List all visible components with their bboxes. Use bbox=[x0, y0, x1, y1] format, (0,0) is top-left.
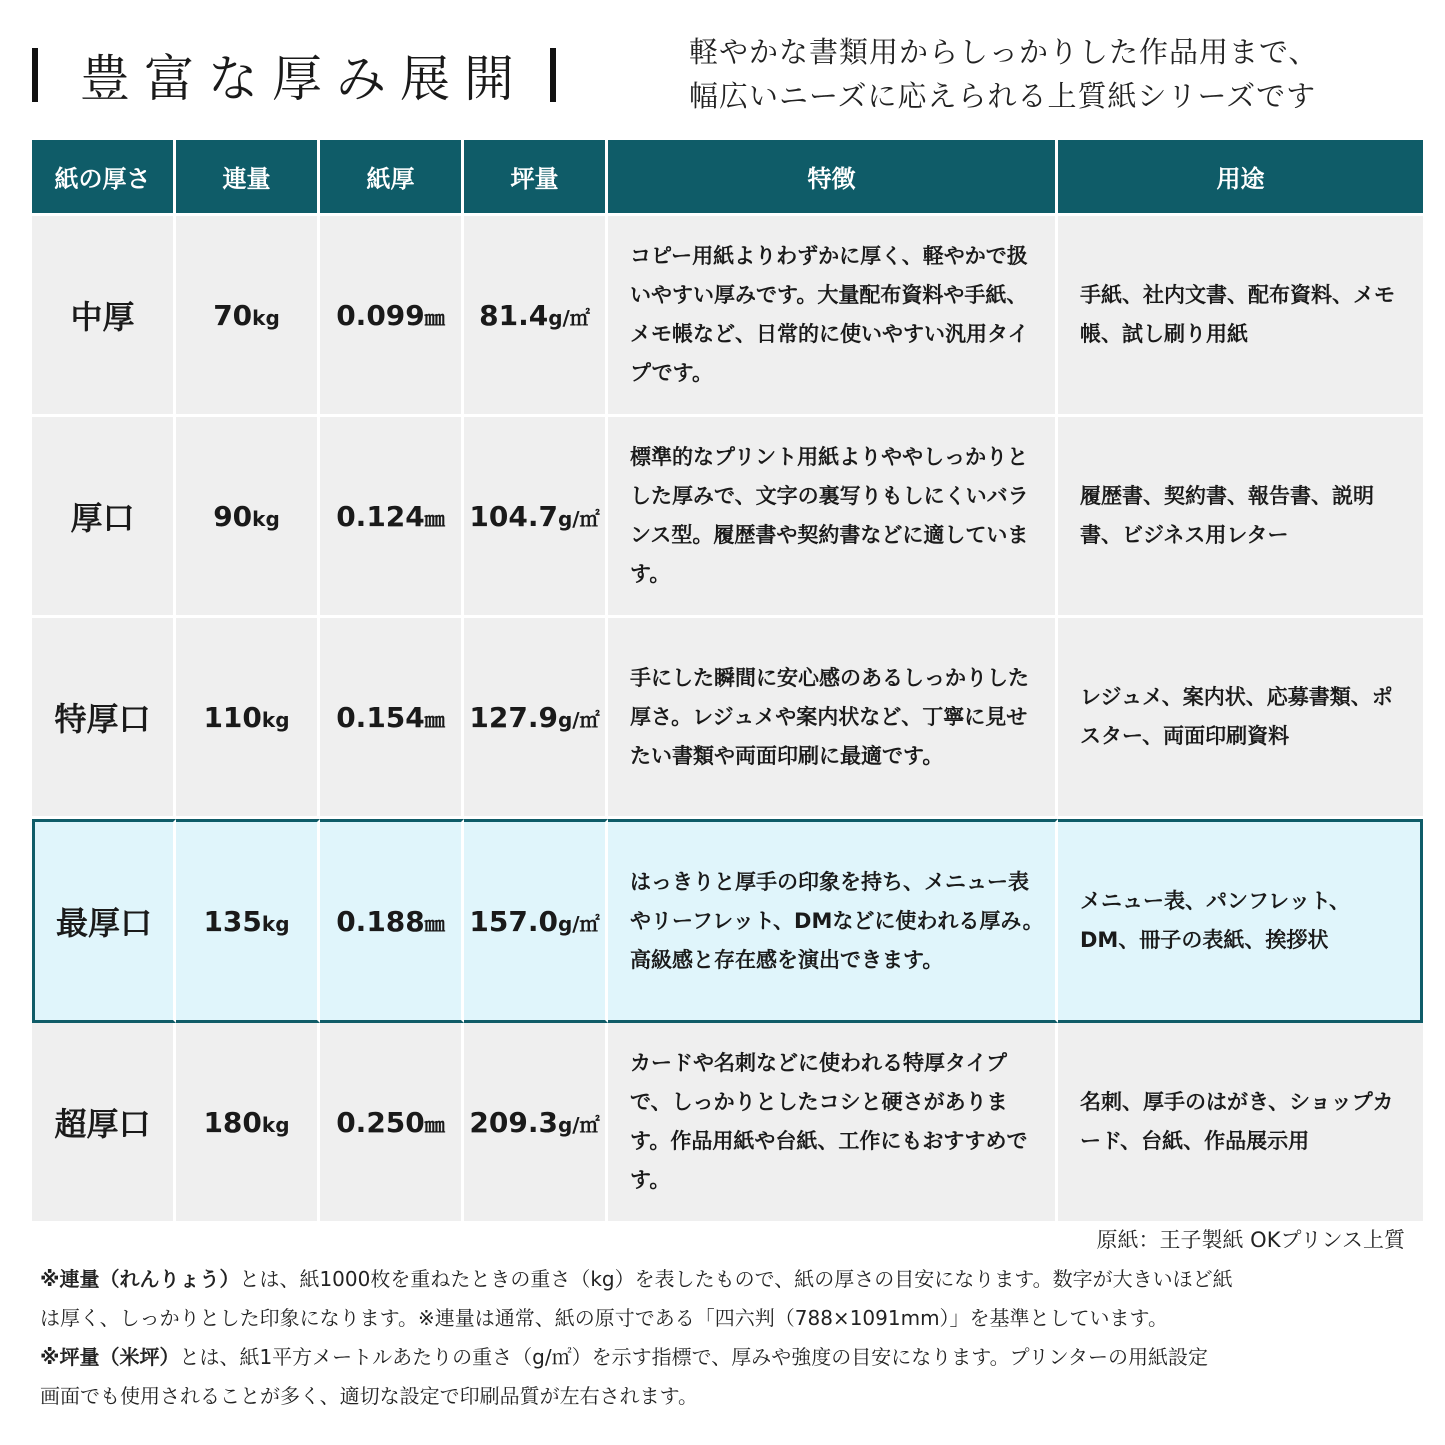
title-bar-left bbox=[32, 48, 38, 102]
footnotes bbox=[40, 1260, 1415, 1416]
paper-source-note: 原紙：王子製紙 OKプリンス上質 bbox=[1096, 1228, 1405, 1252]
paper-spec-table bbox=[32, 140, 1423, 1224]
header-usage: 用途 bbox=[1058, 140, 1423, 216]
weight-value: 90 bbox=[213, 499, 253, 533]
basis-weight-cell bbox=[464, 618, 608, 819]
feature-cell: コピー用紙よりわずかに厚く、軽やかで扱いやすい厚みです。大量配布資料や手紙、メモ帳など、日常的に使いやすい汎用タイプです。 bbox=[608, 216, 1058, 417]
table-row bbox=[32, 1023, 1423, 1224]
footnote-text: とは、紙1000枚を重ねたときの重さ（kg）を表したもので、紙の厚さの目安になります。数字が大きいほど紙 bbox=[239, 1267, 1233, 1291]
header-grade: 紙の厚さ bbox=[32, 140, 176, 216]
usage-cell: レジュメ、案内状、応募書類、ポスター、両面印刷資料 bbox=[1058, 618, 1423, 819]
weight-cell bbox=[176, 819, 320, 1023]
weight-value: 180 bbox=[203, 1105, 262, 1139]
header-thickness: 紙厚 bbox=[320, 140, 464, 216]
thickness-cell bbox=[320, 216, 464, 417]
weight-cell bbox=[176, 216, 320, 417]
weight-value: 110 bbox=[203, 700, 262, 734]
thickness-unit: ㎜ bbox=[424, 911, 445, 936]
title-bar-right bbox=[550, 48, 556, 102]
thickness-value: 0.124 bbox=[336, 499, 425, 533]
weight-unit: kg bbox=[261, 911, 290, 936]
tagline-line: 軽やかな書類用からしっかりした作品用まで、 bbox=[689, 35, 1319, 69]
table-row bbox=[32, 216, 1423, 417]
feature-cell: 標準的なプリント用紙よりややしっかりとした厚みで、文字の裏写りもしにくいバランス型。履歴書や契約書などに適しています。 bbox=[608, 417, 1058, 618]
weight-value: 135 bbox=[203, 904, 262, 938]
weight-unit: kg bbox=[252, 305, 280, 330]
table-row bbox=[32, 618, 1423, 819]
usage-cell: 履歴書、契約書、報告書、説明書、ビジネス用レター bbox=[1058, 417, 1423, 618]
usage-cell: 名刺、厚手のはがき、ショップカード、台紙、作品展示用 bbox=[1058, 1023, 1423, 1224]
thickness-cell bbox=[320, 1023, 464, 1224]
header-basis-weight: 坪量 bbox=[464, 140, 608, 216]
basis-weight-cell bbox=[464, 1023, 608, 1224]
header-feature: 特徴 bbox=[608, 140, 1058, 216]
thickness-cell bbox=[320, 819, 464, 1023]
weight-unit: kg bbox=[252, 506, 280, 531]
thickness-cell bbox=[320, 417, 464, 618]
basis-weight-unit: g/㎡ bbox=[557, 1112, 600, 1137]
feature-cell: はっきりと厚手の印象を持ち、メニュー表やリーフレット、DMなどに使われる厚み。高級感と存在感を演出できます。 bbox=[608, 819, 1058, 1023]
basis-weight-value: 127.9 bbox=[469, 700, 558, 734]
basis-weight-value: 209.3 bbox=[469, 1105, 558, 1139]
grade-cell: 超厚口 bbox=[32, 1023, 176, 1224]
basis-weight-unit: g/㎡ bbox=[557, 707, 600, 732]
page-header bbox=[0, 0, 1445, 140]
basis-weight-value: 104.7 bbox=[469, 499, 558, 533]
tagline bbox=[689, 30, 1409, 118]
footnote-line bbox=[40, 1338, 1415, 1377]
footnote-line: 画面でも使用されることが多く、適切な設定で印刷品質が左右されます。 bbox=[40, 1384, 698, 1408]
feature-cell: 手にした瞬間に安心感のあるしっかりした厚さ。レジュメや案内状など、丁寧に見せたい書類や両面印刷に最適です。 bbox=[608, 618, 1058, 819]
table-row bbox=[32, 417, 1423, 618]
title-block bbox=[32, 40, 556, 110]
weight-cell bbox=[176, 1023, 320, 1224]
grade-cell: 中厚 bbox=[32, 216, 176, 417]
usage-cell: メニュー表、パンフレット、DM、冊子の表紙、挨拶状 bbox=[1058, 819, 1423, 1023]
weight-cell bbox=[176, 618, 320, 819]
basis-weight-unit: g/㎡ bbox=[548, 305, 590, 330]
thickness-unit: ㎜ bbox=[424, 506, 445, 531]
thickness-unit: ㎜ bbox=[424, 1112, 445, 1137]
basis-weight-cell bbox=[464, 417, 608, 618]
basis-weight-cell bbox=[464, 819, 608, 1023]
thickness-value: 0.154 bbox=[336, 700, 425, 734]
tagline-line: 幅広いニーズに応えられる上質紙シリーズです bbox=[689, 79, 1317, 113]
footnote-line bbox=[40, 1260, 1415, 1299]
thickness-value: 0.188 bbox=[336, 904, 425, 938]
feature-cell: カードや名刺などに使われる特厚タイプで、しっかりとしたコシと硬さがあります。作品用紙や台紙、工作にもおすすめです。 bbox=[608, 1023, 1058, 1224]
basis-weight-value: 81.4 bbox=[479, 298, 549, 332]
thickness-value: 0.250 bbox=[336, 1105, 425, 1139]
thickness-value: 0.099 bbox=[336, 298, 425, 332]
basis-weight-unit: g/㎡ bbox=[557, 506, 600, 531]
usage-cell: 手紙、社内文書、配布資料、メモ帳、試し刷り用紙 bbox=[1058, 216, 1423, 417]
weight-unit: kg bbox=[261, 707, 290, 732]
basis-weight-cell bbox=[464, 216, 608, 417]
weight-value: 70 bbox=[213, 298, 253, 332]
weight-unit: kg bbox=[261, 1112, 290, 1137]
thickness-unit: ㎜ bbox=[424, 707, 445, 732]
header-weight: 連量 bbox=[176, 140, 320, 216]
grade-cell: 最厚口 bbox=[32, 819, 176, 1023]
footnote-line: は厚く、しっかりとした印象になります。※連量は通常、紙の原寸である「四六判（788×1091mm）」を基準としています。 bbox=[40, 1306, 1168, 1330]
basis-weight-unit: g/㎡ bbox=[557, 911, 600, 936]
table-row-highlighted bbox=[32, 819, 1423, 1023]
thickness-cell bbox=[320, 618, 464, 819]
basis-weight-value: 157.0 bbox=[469, 904, 558, 938]
footnote-term: ※坪量（米坪） bbox=[40, 1345, 180, 1369]
weight-cell bbox=[176, 417, 320, 618]
grade-cell: 厚口 bbox=[32, 417, 176, 618]
footnote-term: ※連量（れんりょう） bbox=[40, 1267, 240, 1291]
table-header-row bbox=[32, 140, 1423, 216]
grade-cell: 特厚口 bbox=[32, 618, 176, 819]
thickness-unit: ㎜ bbox=[424, 305, 445, 330]
page-title: 豊富な厚み展開 bbox=[80, 50, 528, 108]
footnote-text: とは、紙1平方メートルあたりの重さ（g/㎡）を示す指標で、厚みや強度の目安になります。プリンターの用紙設定 bbox=[179, 1345, 1209, 1369]
